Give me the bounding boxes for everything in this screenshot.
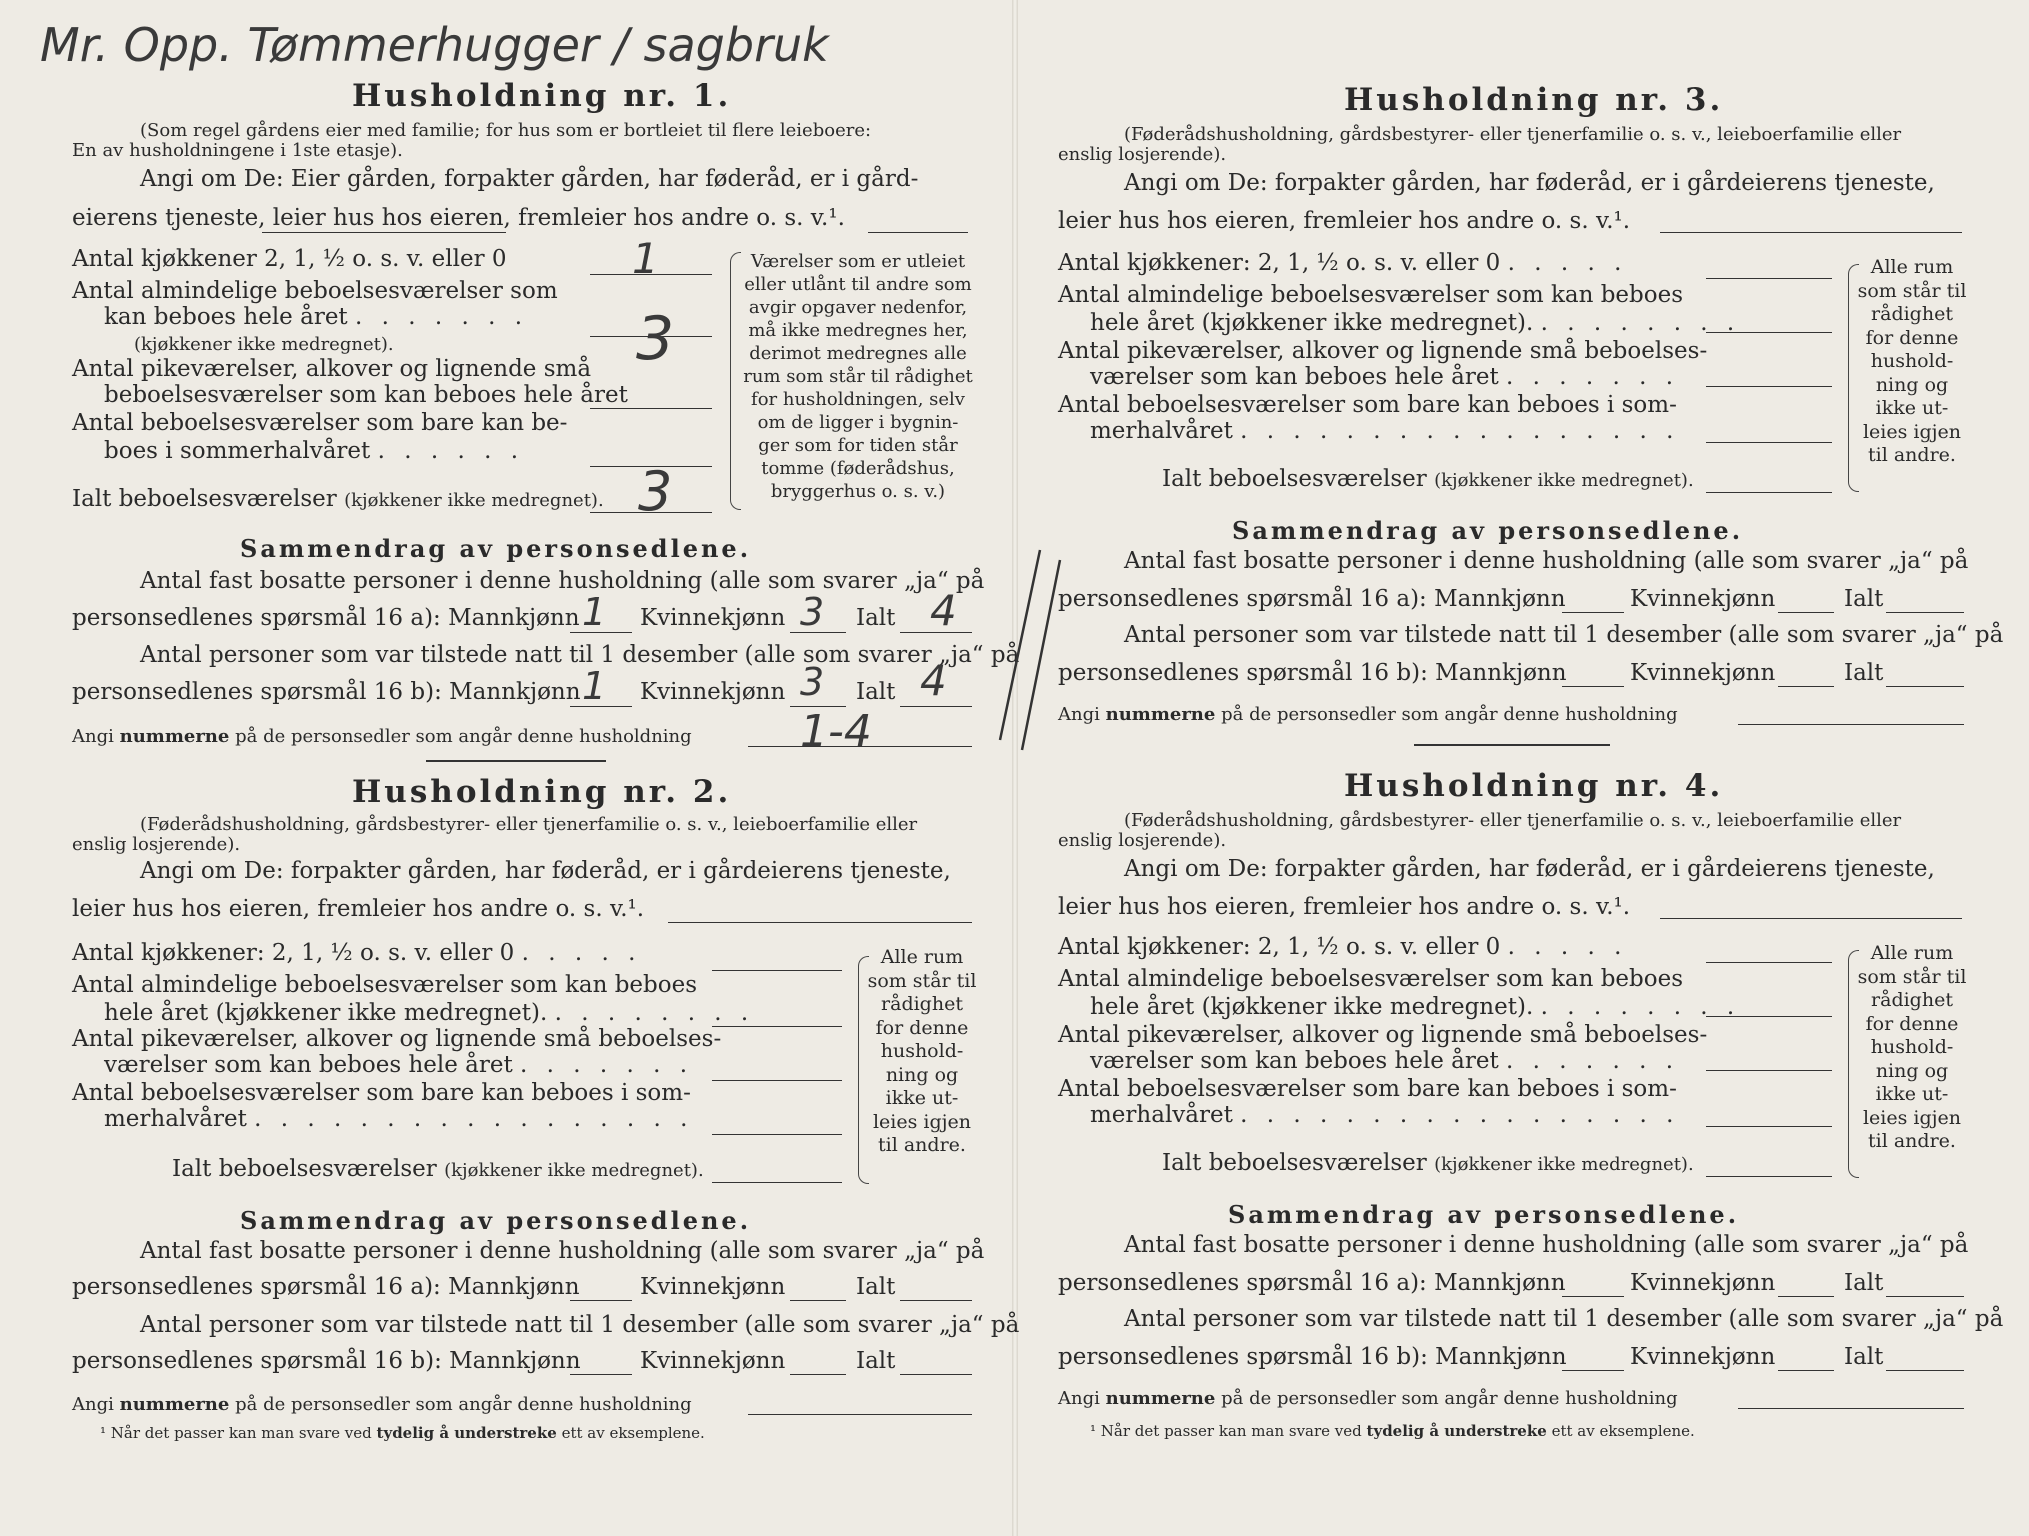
h2-male-a-field[interactable]: [570, 1300, 632, 1301]
h2-female-a-field[interactable]: [790, 1300, 846, 1301]
h1-fast-b: personsedlenes spørsmål 16 a): Mannkjønn: [72, 605, 580, 631]
h4-kitchens-field[interactable]: [1706, 962, 1832, 963]
h1-small-field[interactable]: [590, 408, 712, 409]
h3-fast-b: personsedlenes spørsmål 16 a): Mannkjønn: [1058, 586, 1566, 612]
h4-angi-line-b: leier hus hos eieren, fremleier hos andre o. s. v.¹.: [1058, 894, 1631, 920]
h2-small-label-b: værelser som kan beboes hele året . . . . . . .: [104, 1052, 694, 1078]
h1-female-b-label: Kvinnekjønn: [640, 679, 786, 705]
h2-kitchens-label: Antal kjøkkener: 2, 1, ½ o. s. v. eller 0 . . . . .: [72, 940, 642, 966]
h3-total-a-label: Ialt: [1844, 586, 1884, 612]
h1-female-a-label: Kvinnekjønn: [640, 605, 786, 631]
h4-angi-fill[interactable]: [1660, 918, 1962, 919]
h2-summer-label-b: merhalvåret . . . . . . . . . . . . . . . . .: [104, 1106, 694, 1132]
h4-female-b-field[interactable]: [1778, 1370, 1834, 1371]
h2-small-field[interactable]: [712, 1080, 842, 1081]
h1-kitchens-value: 1: [632, 234, 659, 283]
h1-total-a-label: Ialt: [856, 605, 896, 631]
h4-note-a: (Føderådshusholdning, gårdsbestyrer- eller tjenerfamilie o. s. v., leieboerfamilie eller: [1124, 810, 1902, 831]
h1-summer-label-a: Antal beboelsesværelser som bare kan be-: [72, 410, 568, 436]
h4-rooms-label-b: hele året (kjøkkener ikke medregnet). . . . . . . . .: [1090, 994, 1741, 1020]
h1-small-label-a: Antal pikeværelser, alkover og lignende små: [72, 356, 592, 382]
h2-kitchens-field[interactable]: [712, 970, 842, 971]
h2-angi-line-b: leier hus hos eieren, fremleier hos andre o. s. v.¹.: [72, 896, 645, 922]
h2-total-b-label: Ialt: [856, 1348, 896, 1374]
h3-ialt-rooms-field[interactable]: [1706, 492, 1832, 493]
h3-side-note: Alle rum som står til rådighet for denne hushold- ning og ikke ut- leies igjen til andre.: [1857, 256, 1967, 466]
h3-title: Husholdning nr. 3.: [1344, 82, 1724, 118]
h1-fast-a: Antal fast bosatte personer i denne husholdning (alle som svarer „ja“ på: [140, 568, 985, 594]
h2-angi-numbers: Angi nummerne på de personsedler som angår denne husholdning: [72, 1394, 692, 1415]
h3-kitchens-field[interactable]: [1706, 278, 1832, 279]
h3-rooms-field[interactable]: [1706, 332, 1832, 333]
h1-female-b-value: 3: [800, 660, 825, 704]
h3-female-a-field[interactable]: [1778, 612, 1834, 613]
h2-note-b: enslig losjerende).: [72, 834, 241, 855]
h2-summer-field[interactable]: [712, 1134, 842, 1135]
h3-kitchens-label: Antal kjøkkener: 2, 1, ½ o. s. v. eller 0 . . . . .: [1058, 250, 1628, 276]
h1-total-a-value: 4: [930, 586, 957, 635]
h1-separator: [426, 760, 606, 762]
left-footnote: ¹ Når det passer kan man svare ved tydelig å understreke ett av eksemplene.: [100, 1424, 705, 1442]
h3-small-field[interactable]: [1706, 386, 1832, 387]
h1-ialt-rooms-value: 3: [638, 460, 673, 523]
h1-side-note: Værelser som er utleiet eller utlånt til andre som avgir opgaver nedenfor, må ikke medregnes her, derimot medregnes alle rum som står til rådighet for husholdningen, selv om de ligger i bygnin- ger som for tiden står tomme (føderådshus, bryggerhus o. s. v.): [743, 251, 973, 502]
h2-fast-b: personsedlenes spørsmål 16 a): Mannkjønn: [72, 1274, 580, 1300]
h3-female-a-label: Kvinnekjønn: [1630, 586, 1776, 612]
h3-note-a: (Føderådshusholdning, gårdsbestyrer- eller tjenerfamilie o. s. v., leieboerfamilie eller: [1124, 124, 1902, 145]
h1-note-b: En av husholdningene i 1ste etasje).: [72, 140, 403, 161]
h1-numbers-value: 1-4: [800, 706, 872, 757]
h1-summer-label-b: boes i sommerhalvåret . . . . . .: [104, 438, 525, 464]
h4-female-b-label: Kvinnekjønn: [1630, 1344, 1776, 1370]
h3-angi-line-b: leier hus hos eieren, fremleier hos andre o. s. v.¹.: [1058, 208, 1631, 234]
h3-ialt-rooms-label: Ialt beboelsesværelser (kjøkkener ikke medregnet).: [1162, 466, 1694, 492]
h1-angi-line-a: Angi om De: Eier gården, forpakter gården, har føderåd, er i gård-: [140, 166, 919, 192]
h4-summer-field[interactable]: [1706, 1126, 1832, 1127]
right-footnote: ¹ Når det passer kan man svare ved tydelig å understreke ett av eksemplene.: [1090, 1422, 1695, 1440]
h3-present-b: personsedlenes spørsmål 16 b): Mannkjønn: [1058, 660, 1567, 686]
h1-rooms-label-a: Antal almindelige beboelsesværelser som: [72, 278, 558, 304]
h2-side-note: Alle rum som står til rådighet for denne hushold- ning og ikke ut- leies igjen til andre.: [867, 946, 977, 1156]
h4-summer-label-b: merhalvåret . . . . . . . . . . . . . . . . .: [1090, 1102, 1680, 1128]
h4-female-a-field[interactable]: [1778, 1296, 1834, 1297]
h3-summer-label-a: Antal beboelsesværelser som bare kan beboes i som-: [1058, 392, 1677, 418]
h2-note-a: (Føderådshusholdning, gårdsbestyrer- eller tjenerfamilie o. s. v., leieboerfamilie eller: [140, 814, 918, 835]
h2-ialt-rooms-label: Ialt beboelsesværelser (kjøkkener ikke medregnet).: [172, 1156, 704, 1182]
h1-present-b: personsedlenes spørsmål 16 b): Mannkjønn: [72, 679, 581, 705]
h3-fast-a: Antal fast bosatte personer i denne husholdning (alle som svarer „ja“ på: [1124, 548, 1969, 574]
h2-angi-line-a: Angi om De: forpakter gården, har føderåd, er i gårdeierens tjeneste,: [140, 858, 951, 884]
h4-fast-a: Antal fast bosatte personer i denne husholdning (alle som svarer „ja“ på: [1124, 1232, 1969, 1258]
h2-total-a-label: Ialt: [856, 1274, 896, 1300]
h1-rooms-value: 3: [636, 304, 675, 374]
h2-present-b: personsedlenes spørsmål 16 b): Mannkjønn: [72, 1348, 581, 1374]
h4-rooms-field[interactable]: [1706, 1016, 1832, 1017]
h2-female-b-field[interactable]: [790, 1374, 846, 1375]
h4-angi-line-a: Angi om De: forpakter gården, har føderåd, er i gårdeierens tjeneste,: [1124, 856, 1935, 882]
h4-ialt-rooms-field[interactable]: [1706, 1176, 1832, 1177]
h2-total-a-field[interactable]: [900, 1300, 972, 1301]
h4-angi-numbers: Angi nummerne på de personsedler som angår denne husholdning: [1058, 1388, 1678, 1409]
h4-summary-title: Sammendrag av personsedlene.: [1228, 1200, 1740, 1229]
h4-small-label-b: værelser som kan beboes hele året . . . . . . .: [1090, 1048, 1680, 1074]
h4-note-b: enslig losjerende).: [1058, 830, 1227, 851]
h1-leier-underline: [262, 232, 506, 233]
h3-angi-fill[interactable]: [1660, 232, 1962, 233]
h3-small-label-b: værelser som kan beboes hele året . . . . . . .: [1090, 364, 1680, 390]
h4-ialt-rooms-label: Ialt beboelsesværelser (kjøkkener ikke medregnet).: [1162, 1150, 1694, 1176]
h2-ialt-rooms-field[interactable]: [712, 1182, 842, 1183]
handwritten-check-marks: [960, 540, 1070, 760]
h3-male-b-field[interactable]: [1562, 686, 1624, 687]
h1-male-a-value: 1: [582, 590, 607, 634]
h1-angi-fill[interactable]: [868, 232, 968, 233]
h4-present-b: personsedlenes spørsmål 16 b): Mannkjønn: [1058, 1344, 1567, 1370]
h4-summer-label-a: Antal beboelsesværelser som bare kan beboes i som-: [1058, 1076, 1677, 1102]
h4-title: Husholdning nr. 4.: [1344, 768, 1724, 804]
h3-separator: [1414, 744, 1610, 746]
h4-numbers-field[interactable]: [1738, 1408, 1964, 1409]
h2-rooms-label-b: hele året (kjøkkener ikke medregnet). . . . . . . . .: [104, 1000, 755, 1026]
h2-angi-fill[interactable]: [668, 922, 972, 923]
h1-angi-line-b: eierens tjeneste, leier hus hos eieren, fremleier hos andre o. s. v.¹.: [72, 205, 845, 231]
h1-rooms-label-b: kan beboes hele året . . . . . . .: [104, 304, 529, 330]
h4-total-b-label: Ialt: [1844, 1344, 1884, 1370]
h4-male-a-field[interactable]: [1562, 1296, 1624, 1297]
h4-side-note: Alle rum som står til rådighet for denne hushold- ning og ikke ut- leies igjen til andre.: [1857, 942, 1967, 1152]
h2-numbers-field[interactable]: [748, 1414, 972, 1415]
h3-small-label-a: Antal pikeværelser, alkover og lignende små beboelses-: [1058, 338, 1708, 364]
h3-total-a-field[interactable]: [1886, 612, 1964, 613]
h4-female-a-label: Kvinnekjønn: [1630, 1270, 1776, 1296]
h1-small-label-b: beboelsesværelser som kan beboes hele året: [104, 382, 628, 408]
h2-male-b-field[interactable]: [570, 1374, 632, 1375]
h3-total-b-field[interactable]: [1886, 686, 1964, 687]
h4-fast-b: personsedlenes spørsmål 16 a): Mannkjønn: [1058, 1270, 1566, 1296]
h4-small-label-a: Antal pikeværelser, alkover og lignende små beboelses-: [1058, 1022, 1708, 1048]
h2-summer-label-a: Antal beboelsesværelser som bare kan beboes i som-: [72, 1080, 691, 1106]
h2-title: Husholdning nr. 2.: [352, 774, 732, 810]
h4-kitchens-label: Antal kjøkkener: 2, 1, ½ o. s. v. eller 0 . . . . .: [1058, 934, 1628, 960]
h1-angi-numbers: Angi nummerne på de personsedler som angår denne husholdning: [72, 726, 692, 747]
h3-female-b-field[interactable]: [1778, 686, 1834, 687]
h1-total-b-label: Ialt: [856, 679, 896, 705]
h4-rooms-label-a: Antal almindelige beboelsesværelser som kan beboes: [1058, 966, 1684, 992]
h3-numbers-field[interactable]: [1738, 724, 1964, 725]
h1-male-b-value: 1: [582, 664, 607, 708]
h3-male-a-field[interactable]: [1562, 612, 1624, 613]
h3-total-b-label: Ialt: [1844, 660, 1884, 686]
h1-note-a: (Som regel gårdens eier med familie; for hus som er bortleiet til flere leieboere:: [140, 120, 872, 141]
h2-female-a-label: Kvinnekjønn: [640, 1274, 786, 1300]
handwritten-header: Mr. Opp. Tømmerhugger / sagbruk: [40, 18, 829, 72]
h4-small-field[interactable]: [1706, 1070, 1832, 1071]
h3-angi-line-a: Angi om De: forpakter gården, har føderåd, er i gårdeierens tjeneste,: [1124, 170, 1935, 196]
h3-female-b-label: Kvinnekjønn: [1630, 660, 1776, 686]
h2-fast-a: Antal fast bosatte personer i denne husholdning (alle som svarer „ja“ på: [140, 1238, 985, 1264]
h1-total-b-value: 4: [920, 656, 947, 705]
page-fold: [1012, 0, 1018, 1536]
h4-total-a-field[interactable]: [1886, 1296, 1964, 1297]
h3-rooms-label-a: Antal almindelige beboelsesværelser som kan beboes: [1058, 282, 1684, 308]
h4-male-b-field[interactable]: [1562, 1370, 1624, 1371]
h1-kitchens-label: Antal kjøkkener 2, 1, ½ o. s. v. eller 0: [72, 246, 507, 272]
h3-rooms-label-b: hele året (kjøkkener ikke medregnet). . . . . . . . .: [1090, 310, 1741, 336]
h3-summary-title: Sammendrag av personsedlene.: [1232, 516, 1744, 545]
h4-present-a: Antal personer som var tilstede natt til 1 desember (alle som svarer „ja“ på: [1124, 1306, 2004, 1332]
h3-angi-numbers: Angi nummerne på de personsedler som angår denne husholdning: [1058, 704, 1678, 725]
h2-rooms-field[interactable]: [712, 1026, 842, 1027]
h2-female-b-label: Kvinnekjønn: [640, 1348, 786, 1374]
h4-total-b-field[interactable]: [1886, 1370, 1964, 1371]
h2-present-a: Antal personer som var tilstede natt til 1 desember (alle som svarer „ja“ på: [140, 1312, 1020, 1338]
h1-summary-title: Sammendrag av personsedlene.: [240, 534, 752, 563]
h4-total-a-label: Ialt: [1844, 1270, 1884, 1296]
h3-summer-label-b: merhalvåret . . . . . . . . . . . . . . . . .: [1090, 418, 1680, 444]
h1-present-a: Antal personer som var tilstede natt til 1 desember (alle som svarer „ja“ på: [140, 642, 1020, 668]
h1-female-a-value: 3: [800, 590, 825, 634]
h3-present-a: Antal personer som var tilstede natt til 1 desember (alle som svarer „ja“ på: [1124, 622, 2004, 648]
h3-summer-field[interactable]: [1706, 442, 1832, 443]
h2-summary-title: Sammendrag av personsedlene.: [240, 1206, 752, 1235]
h3-note-b: enslig losjerende).: [1058, 144, 1227, 165]
h2-small-label-a: Antal pikeværelser, alkover og lignende små beboelses-: [72, 1026, 722, 1052]
h2-rooms-label-a: Antal almindelige beboelsesværelser som kan beboes: [72, 972, 698, 998]
h1-rooms-note: (kjøkkener ikke medregnet).: [134, 334, 394, 355]
h1-ialt-rooms-label: Ialt beboelsesværelser (kjøkkener ikke medregnet).: [72, 486, 604, 512]
h1-title: Husholdning nr. 1.: [352, 78, 732, 114]
h2-total-b-field[interactable]: [900, 1374, 972, 1375]
